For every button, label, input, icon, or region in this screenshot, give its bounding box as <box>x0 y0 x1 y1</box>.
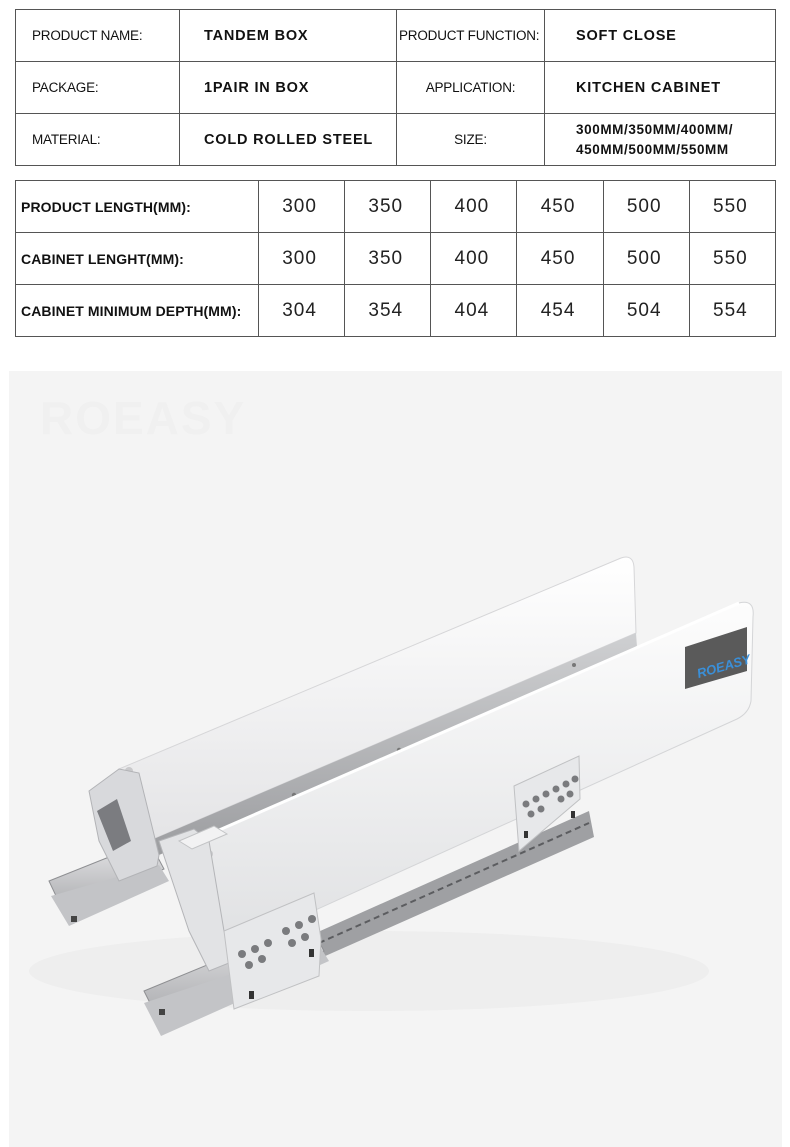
cell-value: 500 <box>603 181 689 233</box>
label-product-name: PRODUCT NAME: <box>16 10 180 62</box>
info-row-material <box>16 114 776 166</box>
product-photo <box>9 371 782 1147</box>
cell-value: 350 <box>345 181 431 233</box>
cell-value: 554 <box>689 285 775 337</box>
cell-value: 550 <box>689 181 775 233</box>
label-package: PACKAGE: <box>16 62 180 114</box>
value-application: KITCHEN CABINET <box>545 62 776 114</box>
value-product-function: SOFT CLOSE <box>545 10 776 62</box>
value-size-line1: 300MM/350MM/400MM/ <box>576 121 734 137</box>
row-label: CABINET MINIMUM DEPTH(MM): <box>16 285 259 337</box>
info-row-package <box>16 62 776 114</box>
cell-value: 450 <box>517 233 603 285</box>
cell-value: 550 <box>689 233 775 285</box>
value-product-name: TANDEM BOX <box>180 10 397 62</box>
row-label: PRODUCT LENGTH(MM): <box>16 181 259 233</box>
tandem-box-drawer-illustration <box>9 371 782 1147</box>
label-product-function: PRODUCT FUNCTION: <box>397 10 545 62</box>
row-label: CABINET LENGHT(MM): <box>16 233 259 285</box>
value-size <box>545 114 776 166</box>
cell-value: 300 <box>259 181 345 233</box>
cell-value: 404 <box>431 285 517 337</box>
cell-value: 354 <box>345 285 431 337</box>
value-material: COLD ROLLED STEEL <box>180 114 397 166</box>
cell-value: 350 <box>345 233 431 285</box>
dim-row-cabinet-min-depth <box>16 285 776 337</box>
value-size-line2: 450MM/500MM/550MM <box>576 141 729 157</box>
cell-value: 454 <box>517 285 603 337</box>
brand-watermark: ROEASY <box>40 392 247 444</box>
cell-value: 450 <box>517 181 603 233</box>
label-application: APPLICATION: <box>397 62 545 114</box>
label-material: MATERIAL: <box>16 114 180 166</box>
value-package: 1PAIR IN BOX <box>180 62 397 114</box>
cell-value: 300 <box>259 233 345 285</box>
cell-value: 304 <box>259 285 345 337</box>
cell-value: 500 <box>603 233 689 285</box>
dim-row-product-length <box>16 181 776 233</box>
product-info-table <box>15 9 776 166</box>
info-row-product-name <box>16 10 776 62</box>
label-size: SIZE: <box>397 114 545 166</box>
badge-label: ROEASY <box>695 651 753 682</box>
cell-value: 400 <box>431 181 517 233</box>
cell-value: 400 <box>431 233 517 285</box>
cell-value: 504 <box>603 285 689 337</box>
dimension-table <box>15 180 776 337</box>
dim-row-cabinet-length <box>16 233 776 285</box>
